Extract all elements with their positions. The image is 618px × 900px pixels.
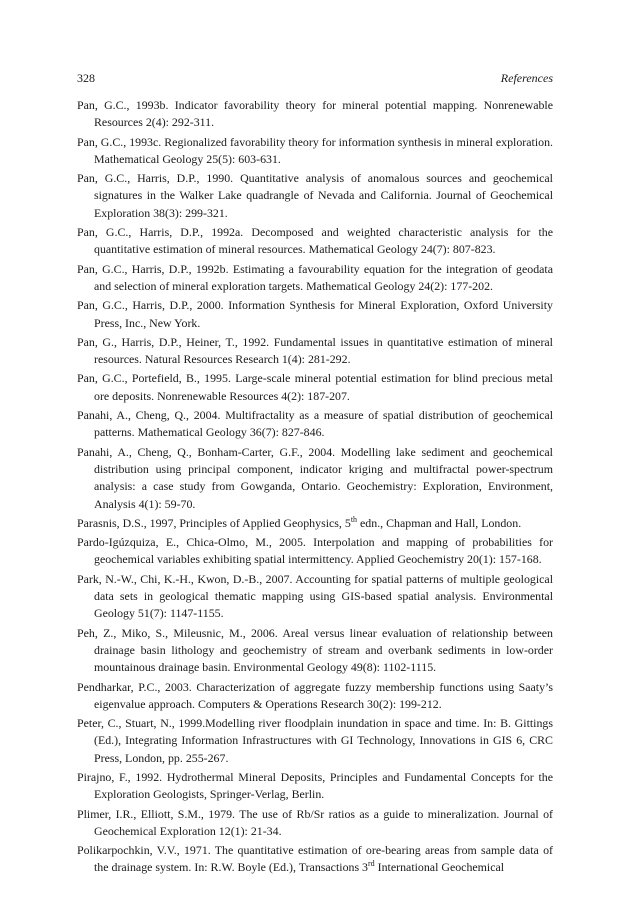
ordinal-superscript: th — [350, 514, 358, 524]
reference-entry: Pan, G., Harris, D.P., Heiner, T., 1992. Fundamental issues in quantitative estimation of mineral resources. Natural Resources Research 1(4): 281-292. — [77, 334, 553, 367]
reference-entry: Plimer, I.R., Elliott, S.M., 1979. The use of Rb/Sr ratios as a guide to mineralization. Journal of Geochemical Exploration 12(1): 21-34. — [77, 806, 553, 838]
reference-entry: Park, N.-W., Chi, K.-H., Kwon, D.-B., 2007. Accounting for spatial patterns of multiple geological data sets in geological thematic mapping using GIS-based spatial analysis. Environmental Geology 51(7): 1147-1155. — [77, 571, 553, 621]
running-head: References — [500, 71, 553, 85]
reference-entry: Pan, G.C., Harris, D.P., 1992a. Decomposed and weighted characteristic analysis for the quantitative estimation of mineral resources. Mathematical Geology 24(7): 807-823. — [77, 225, 553, 257]
reference-text: edn., Chapman and Hall, London. — [357, 515, 522, 530]
page-number: 328 — [77, 71, 95, 85]
reference-entry: Peh, Z., Miko, S., Mileusnic, M., 2006. Areal versus linear evaluation of relationship between drainage basin lithology and geochemistry of stream and overbank sediments in low-order mountainous drainage basin. Environmental Geology 49(8): 1102-1115. — [77, 625, 553, 675]
reference-entry — [77, 842, 553, 877]
reference-entry: Pan, G.C., 1993b. Indicator favorability theory for mineral potential mapping. Nonrenewable Resources 2(4): 292-311. — [77, 98, 553, 130]
reference-entry: Pardo-Igúzquiza, E., Chica-Olmo, M., 2005. Interpolation and mapping of probabilities for geochemical variables exhibiting spatial intermittency. Applied Geochemistry 20(1): 157-168. — [77, 535, 553, 567]
reference-text: Polikarpochkin, V.V., 1971. The quantitative estimation of ore-bearing areas from sample data of the drainage system. In: R.W. Boyle (Ed.), Transactions 3 — [77, 843, 553, 875]
reference-entry: Pan, G.C., Harris, D.P., 2000. Information Synthesis for Mineral Exploration, Oxford University Press, Inc., New York. — [77, 298, 553, 330]
ordinal-superscript: rd — [368, 859, 375, 869]
reference-entry — [77, 515, 553, 532]
reference-entry: Pan, G.C., Harris, D.P., 1990. Quantitative analysis of anomalous sources and geochemical signatures in the Walker Lake quadrangle of Nevada and California. Journal of Geochemical Exploration 38(3): 299-321. — [77, 171, 553, 220]
reference-list — [77, 97, 553, 879]
reference-entry: Pan, G.C., Harris, D.P., 1992b. Estimating a favourability equation for the integration of geodata and selection of mineral exploration targets. Mathematical Geology 24(2): 177-202. — [77, 261, 553, 293]
reference-entry: Peter, C., Stuart, N., 1999.Modelling river floodplain inundation in space and time. In: B. Gittings (Ed.), Integrating Information Infrastructures with GI Technology, Innovations in GIS 6, CRC Press, London, pp. 255-267. — [77, 716, 553, 765]
reference-entry: Pan, G.C., Portefield, B., 1995. Large-scale mineral potential estimation for blind precious metal ore deposits. Nonrenewable Resources 4(2): 187-207. — [77, 371, 553, 403]
reference-entry: Pendharkar, P.C., 2003. Characterization of aggregate fuzzy membership functions using Saaty’s eigenvalue approach. Computers & Operations Research 30(2): 199-212. — [77, 679, 553, 711]
reference-text: International Geochemical — [374, 860, 505, 875]
page-header — [77, 69, 553, 87]
reference-entry: Pirajno, F., 1992. Hydrothermal Mineral Deposits, Principles and Fundamental Concepts for the Exploration Geologists, Springer-Verlag, Berlin. — [77, 769, 553, 802]
reference-text: Parasnis, D.S., 1997, Principles of Applied Geophysics, 5 — [77, 515, 351, 530]
reference-entry: Panahi, A., Cheng, Q., 2004. Multifractality as a measure of spatial distribution of geochemical patterns. Mathematical Geology 36(7): 827-846. — [77, 408, 553, 440]
reference-entry: Pan, G.C., 1993c. Regionalized favorability theory for information synthesis in mineral exploration. Mathematical Geology 25(5): 603-631. — [77, 134, 553, 166]
reference-entry: Panahi, A., Cheng, Q., Bonham-Carter, G.F., 2004. Modelling lake sediment and geochemical distribution using principal component, indicator kriging and multifractal power-spectrum analysis: a case study from Gowganda, Ontario. Geochemistry: Exploration, Environment, Analysis 4(1): 59-70. — [77, 444, 553, 511]
